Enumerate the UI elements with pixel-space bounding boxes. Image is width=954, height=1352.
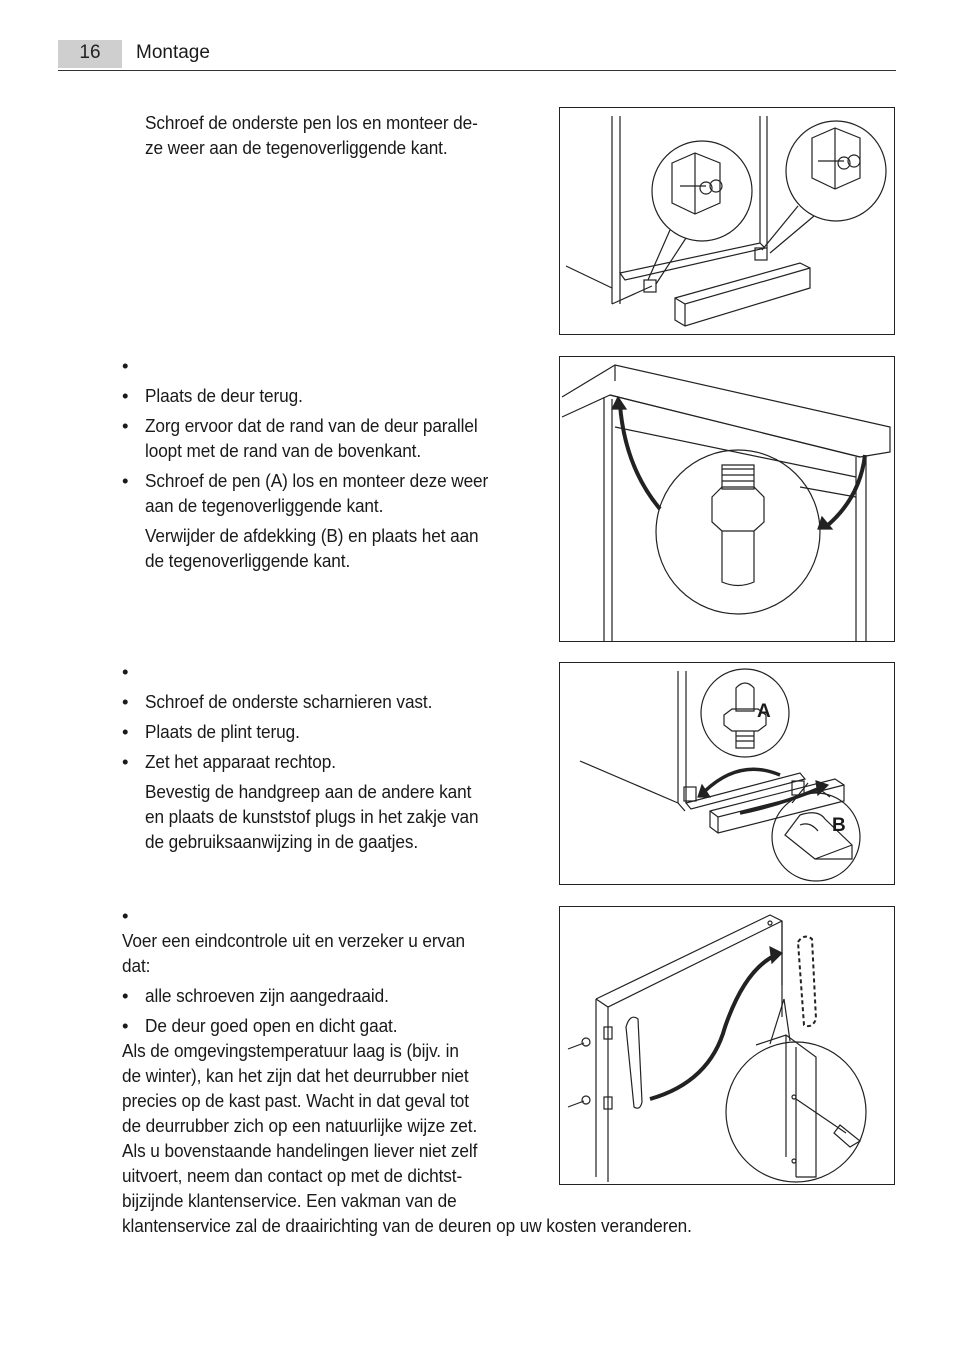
bullet: • <box>122 415 129 436</box>
list-item <box>145 689 432 714</box>
bullet: • <box>122 1015 129 1036</box>
section4-intro <box>122 928 465 978</box>
figure-bottom-hinge <box>559 107 895 335</box>
text-line: bijzijnde klantenservice. Een vakman van de <box>122 1190 457 1211</box>
text-line: en plaats de kunststof plugs in het zakje van <box>145 806 479 827</box>
list-item <box>145 1013 397 1038</box>
text-line: Schroef de pen (A) los en monteer deze weer <box>145 470 489 491</box>
section2-paragraph <box>145 523 479 573</box>
text-line: Voer een eindcontrole uit en verzeker u ervan <box>122 930 466 951</box>
list-item <box>145 468 488 518</box>
empty-bullet: • <box>122 661 129 682</box>
empty-bullet: • <box>122 355 129 376</box>
bullet: • <box>122 721 129 742</box>
figure-lower-hinges <box>559 662 895 885</box>
text-line: precies op de kast past. Wacht in dat geval tot <box>122 1090 469 1111</box>
text-line: aan de tegenoverliggende kant. <box>145 495 384 516</box>
text-line: Plaats de deur terug. <box>145 385 303 406</box>
bullet: • <box>122 751 129 772</box>
text-line: Bevestig de handgreep aan de andere kant <box>145 781 472 802</box>
text-line: Zet het apparaat rechtop. <box>145 751 336 772</box>
text-line: Plaats de plint terug. <box>145 721 300 742</box>
section3-paragraph <box>145 779 478 854</box>
text-line: klantenservice zal de draairichting van de deuren op uw kosten veranderen. <box>122 1215 692 1236</box>
empty-bullet: • <box>122 905 129 926</box>
page-number: 16 <box>58 40 122 68</box>
list-item <box>145 983 389 1008</box>
text-line: alle schroeven zijn aangedraaid. <box>145 985 389 1006</box>
text-line: loopt met de rand van de bovenkant. <box>145 440 422 461</box>
label-b: B <box>832 815 846 836</box>
text-line: Verwijder de afdekking (B) en plaats het aan <box>145 525 479 546</box>
text-line: ze weer aan de tegenoverliggende kant. <box>145 137 448 158</box>
bullet: • <box>122 691 129 712</box>
list-item <box>145 749 336 774</box>
text-line: de tegenoverliggende kant. <box>145 550 351 571</box>
bullet: • <box>122 470 129 491</box>
text-line: de gebruiksaanwijzing in de gaatjes. <box>145 831 419 852</box>
bullet: • <box>122 385 129 406</box>
list-item <box>145 719 300 744</box>
text-line: Schroef de onderste pen los en monteer de- <box>145 112 478 133</box>
text-line: Zorg ervoor dat de rand van de deur parallel <box>145 415 478 436</box>
figure-top-hinge <box>559 356 895 642</box>
label-a: A <box>757 701 771 722</box>
text-line: uitvoert, neem dan contact op met de dichtst- <box>122 1165 463 1186</box>
list-item <box>145 413 478 463</box>
text-line: dat: <box>122 955 151 976</box>
text-line: de winter), kan het zijn dat het deurrubber niet <box>122 1065 469 1086</box>
section1-paragraph <box>145 110 478 160</box>
text-line: Als u bovenstaande handelingen liever niet zelf <box>122 1140 478 1161</box>
figure-door-handle <box>559 906 895 1185</box>
header-divider <box>58 70 896 71</box>
list-item <box>145 383 303 408</box>
section-title: Montage <box>136 42 210 63</box>
bullet: • <box>122 985 129 1006</box>
text-line: De deur goed open en dicht gaat. <box>145 1015 398 1036</box>
text-line: Schroef de onderste scharnieren vast. <box>145 691 433 712</box>
text-line: de deurrubber zich op een natuurlijke wijze zet. <box>122 1115 478 1136</box>
text-line: Als de omgevingstemperatuur laag is (bijv. in <box>122 1040 459 1061</box>
